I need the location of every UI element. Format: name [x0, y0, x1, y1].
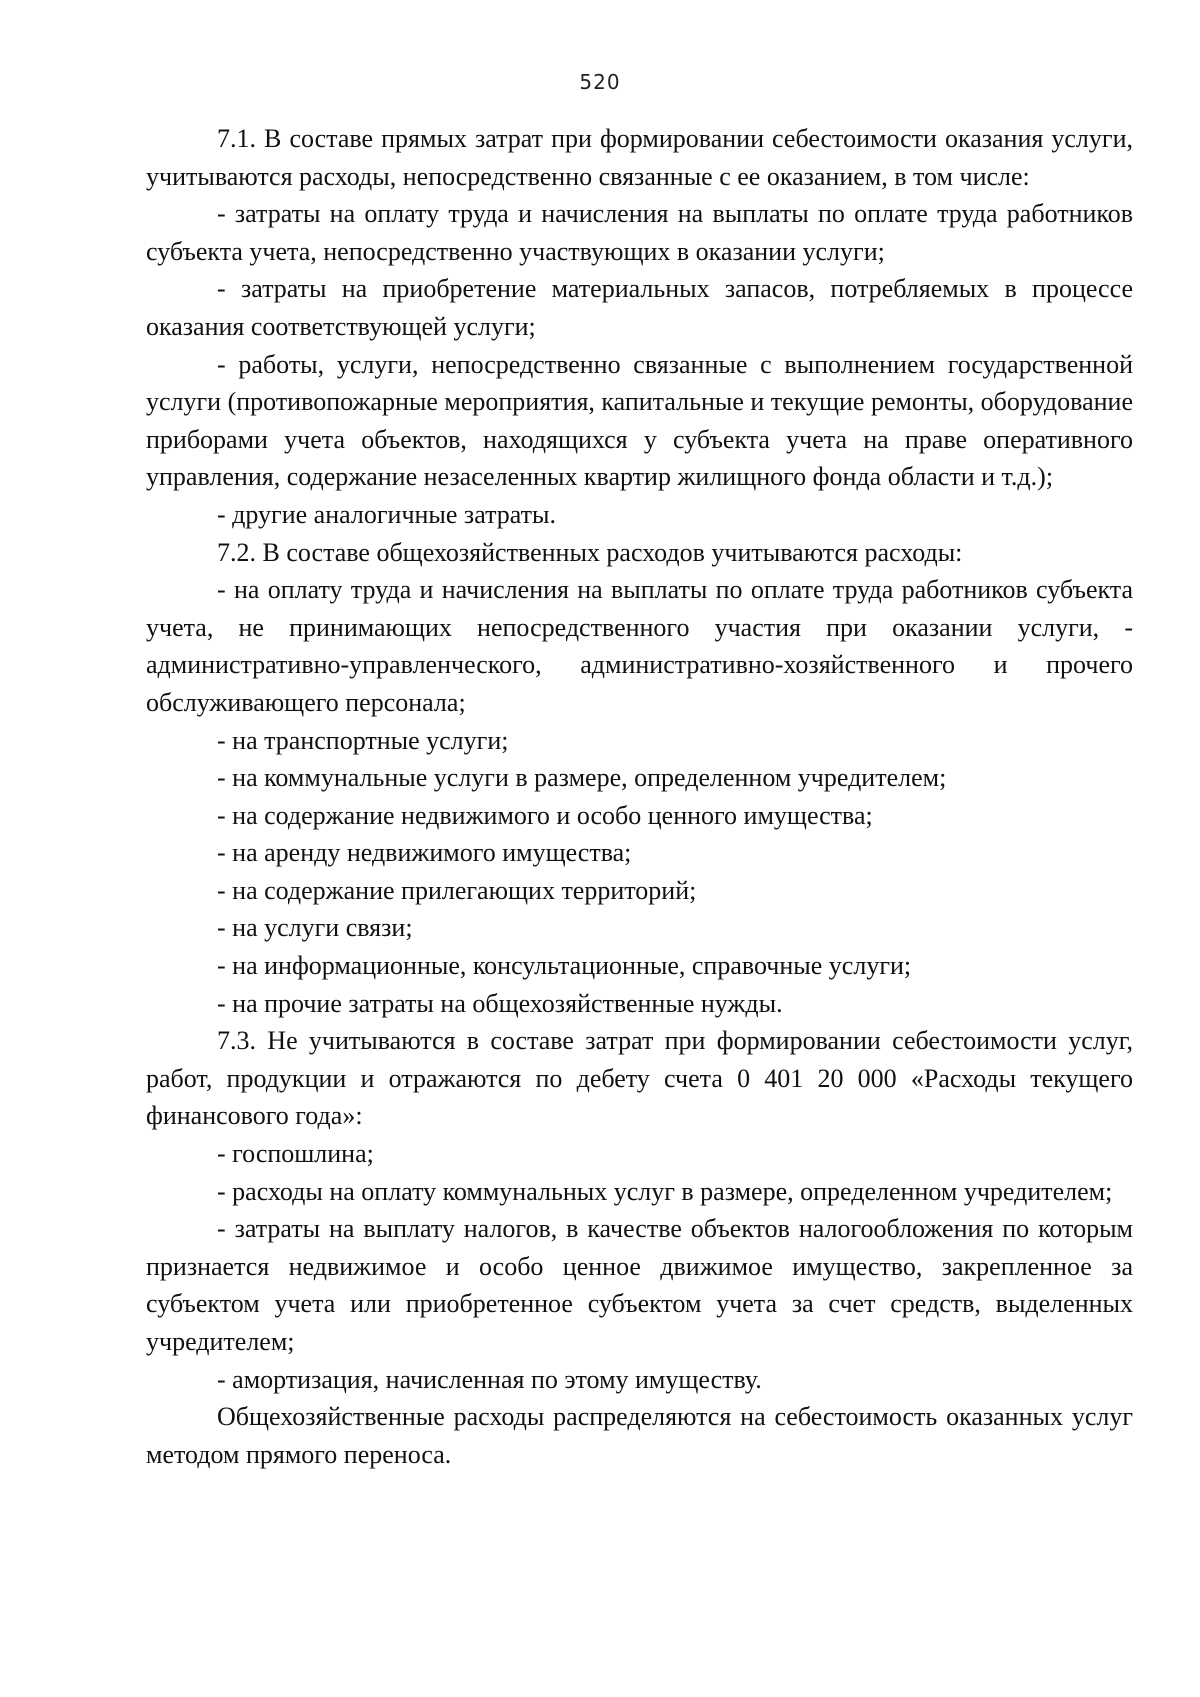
list-item: - на аренду недвижимого имущества;	[217, 838, 632, 868]
list-item: - на оплату труда и начисления на выплаты по оплате труда работников субъекта учета, не принимающих непосредственного участия при оказании услуги, - административно-управленческого, административно-хозяйственного и прочего обслуживающего персонала;	[146, 575, 1133, 717]
list-item: - затраты на приобретение материальных запасов, потребляемых в процессе оказания соответствующей услуги;	[146, 274, 1133, 341]
list-item: - работы, услуги, непосредственно связанные с выполнением государственной услуги (противопожарные мероприятия, капитальные и текущие ремонты, оборудование приборами учета объектов, находящихся у субъекта учета на праве оперативного управления, содержание незаселенных квартир жилищного фонда области и т.д.);	[146, 349, 1133, 492]
document-body	[146, 120, 1133, 1473]
paragraph-7-2: 7.2. В составе общехозяйственных расходов учитываются расходы:	[217, 537, 963, 567]
list-item: - затраты на оплату труда и начисления на выплаты по оплате труда работников субъекта учета, непосредственно участвующих в оказании услуги;	[146, 199, 1133, 266]
list-item: - на содержание прилегающих территорий;	[217, 875, 697, 905]
list-item: - на транспортные услуги;	[217, 725, 509, 755]
list-item: - на прочие затраты на общехозяйственные нужды.	[217, 988, 783, 1018]
list-item: - другие аналогичные затраты.	[217, 499, 556, 529]
paragraph-closing: Общехозяйственные расходы распределяются на себестоимость оказанных услуг методом прямого переноса.	[146, 1402, 1133, 1469]
list-item: - на информационные, консультационные, справочные услуги;	[217, 951, 912, 981]
list-item: - на коммунальные услуги в размере, определенном учредителем;	[217, 763, 947, 793]
page-number: 520	[579, 70, 621, 94]
list-item: - госпошлина;	[217, 1139, 374, 1169]
list-item: - затраты на выплату налогов, в качестве объектов налогообложения по которым признается недвижимое и особо ценное движимое имущество, закрепленное за субъектом учета или приобретенное субъектом учета за счет средств, выделенных учредителем;	[146, 1214, 1133, 1356]
list-item: - на услуги связи;	[217, 913, 413, 943]
list-item: - амортизация, начисленная по этому имуществу.	[217, 1364, 762, 1394]
list-item: - расходы на оплату коммунальных услуг в размере, определенном учредителем;	[217, 1176, 1113, 1206]
list-item: - на содержание недвижимого и особо ценного имущества;	[217, 800, 873, 830]
paragraph-7-3: 7.3. Не учитываются в составе затрат при формировании себестоимости услуг, работ, продукции и отражаются по дебету счета 0 401 20 000 «Расходы текущего финансового года»:	[146, 1026, 1133, 1131]
paragraph-7-1: 7.1. В составе прямых затрат при формировании себестоимости оказания услуги, учитываются расходы, непосредственно связанные с ее оказанием, в том числе:	[146, 124, 1133, 191]
